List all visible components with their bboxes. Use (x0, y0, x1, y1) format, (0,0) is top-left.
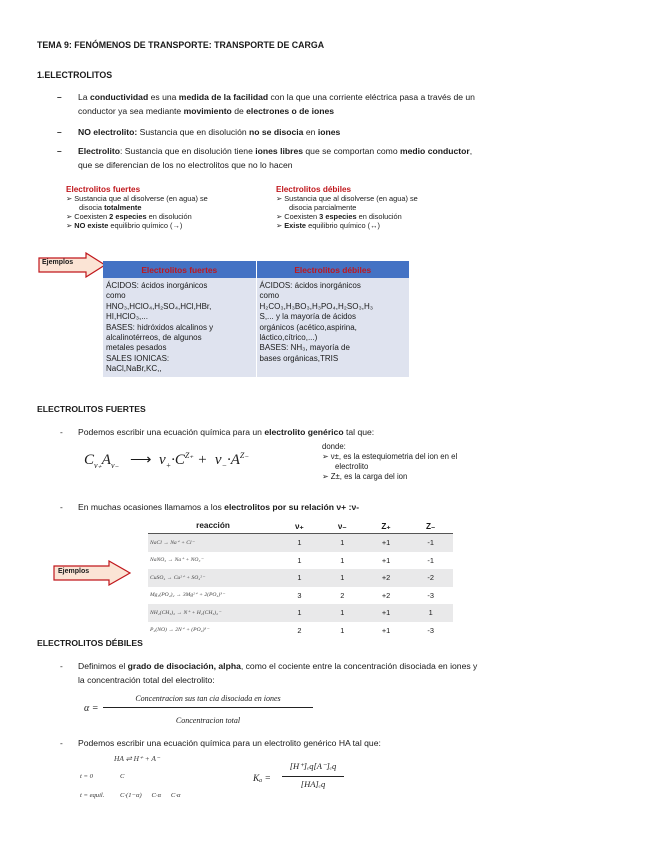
ka-denominator: [HA]ₑq (300, 779, 326, 789)
alpha-denominator: Concentracion total (175, 716, 241, 725)
teq-values: C·(1−α) C·α C·α (120, 792, 181, 799)
donde-notes: donde: ➢ ν±, es la estequiometria del ion en el electrolito ➢ Z±, es la carga del ion (322, 442, 458, 481)
debiles-summary: Electrolitos débiles ➢ Sustancia que al disolverse (en agua) se disocia parcialmente ➢ Coexisten 3 especies en disolución ➢ Existe equilibrio químico (↔) (276, 185, 418, 230)
table-row: CuSO₄ → Cu²⁺ + SO₄²⁻ 1 1 +2 -2 (148, 569, 453, 587)
table-row: P₂(NO) → 2N⁺ + (PO₄)³⁻ 2 1 +1 -3 (150, 625, 434, 635)
fuertes-paragraph-1: Podemos escribir una ecuación química para un electrolito genérico tal que: (78, 427, 375, 437)
nu-minus-header: ν₋ (321, 518, 364, 534)
z-plus-header: Z₊ (364, 518, 409, 534)
t0-label: t = 0 (80, 773, 93, 780)
ejemplos-label: Ejemplos (42, 259, 74, 266)
fuertes-examples-cell: ÁCIDOS: ácidos inorgánicos como HNO₃,HClO₄,H₂SO₄,HCl,HBr, HI,HClO₃,... BASES: hidróxidos alcalinos y alcalinotérreos, de algunos metales pesados SALES IONICAS: NaCl,NaBr,KC,, (103, 278, 256, 377)
debiles-examples-cell: ÁCIDOS: ácidos inorgánicos como H₂CO₃,H₃BO₃,H₃PO₄,H₂SO₃,H₃ S,... y la mayoría de ácidos orgánicos (acético,aspirina, láctico,cítrico,...) BASES: NH₃, mayoría de bases orgánicas,TRIS (256, 278, 409, 377)
examples-table (103, 261, 409, 377)
dash-bullet: – (57, 92, 62, 102)
ka-label: Kₐ = (253, 774, 271, 784)
debiles-paragraph-2: Podemos escribir una ecuación química para un electrolito genérico HA tal que: (78, 738, 381, 748)
col-header-debiles: Electrolitos débiles (256, 261, 409, 278)
ka-fraction-bar (282, 776, 344, 777)
fuertes-paragraph-2: En muchas ocasiones llamamos a los electrolitos por su relación ν+ :ν- (78, 502, 360, 512)
ejemplos-label: Ejemplos (58, 568, 90, 575)
section-heading-debiles: ELECTROLITOS DÉBILES (37, 638, 143, 648)
page-title: TEMA 9: FENÓMENOS DE TRANSPORTE: TRANSPORTE DE CARGA (37, 40, 325, 50)
table-row: NaNO₃ → Na⁺ + NO₃⁻ 1 1 +1 -1 (150, 555, 434, 565)
bullet-electrolito: Electrolito: Sustancia que en disolución tiene iones libres que se comportan como medio conductor, que se diferencian de los no electrolitos que no lo hacen (78, 146, 473, 170)
ka-numerator: [H⁺]ₑq[A⁻]ₑq (289, 761, 337, 771)
dash-bullet: - (60, 661, 63, 671)
dash-bullet: - (60, 502, 63, 512)
section-heading-electrolitos: 1.ELECTROLITOS (37, 70, 113, 80)
bullet-conductividad: La conductividad es una medida de la facilidad con la que una corriente eléctrica pasa a través de un conductor ya sea mediante movimiento de electrones o de iones (78, 92, 475, 116)
table-row: Mg₃(PO₄)₂ → 3Mg²⁺ + 2(PO₄)³⁻ 3 2 +2 -3 (150, 590, 434, 600)
section-heading-fuertes: ELECTROLITOS FUERTES (37, 404, 146, 414)
fuertes-summary: Electrolitos fuertes ➢ Sustancia que al disolverse (en agua) se disocia totalmente ➢ Coexisten 2 especies en disolución ➢ NO existe equilibrio químico (→) (66, 185, 208, 230)
alpha-numerator: Concentracion sus tan cia disociada en iones (135, 694, 281, 703)
reactions-table (148, 518, 453, 639)
teq-label: t = equil. (80, 792, 105, 799)
dash-bullet: – (57, 146, 62, 156)
generic-equation: $C_{\nu_+}A_{\nu_-}$ ⟶ $\nu_+\cdot C^{Z_+} + \nu_-\cdot A^{Z_-}$ (84, 451, 249, 470)
table-row: NaCl → Na⁺ + Cl⁻ 1 1 +1 -1 (148, 534, 453, 552)
bullet-no-electrolito: NO electrolito: Sustancia que en disolución no se disocia en iones (78, 127, 341, 137)
nu-plus-header: ν₊ (278, 518, 321, 534)
col-header-fuertes: Electrolitos fuertes (103, 261, 256, 278)
table-row: NH₄(CH₃)₂ → N⁺ + H₂(CH₃)₂⁻ 1 1 +1 1 (148, 604, 453, 622)
dash-bullet: – (57, 127, 62, 137)
t0-value: C (120, 773, 125, 780)
dash-bullet: - (60, 738, 63, 748)
alpha-symbol: α = (84, 703, 99, 714)
debiles-paragraph-1: Definimos el grado de disociación, alpha, como el cociente entre la concentración disociada en iones y la concentración total del electrolito: (78, 661, 478, 685)
dash-bullet: - (60, 427, 63, 437)
z-minus-header: Z₋ (408, 518, 453, 534)
reaction-header: reacción (148, 518, 278, 534)
ha-equation: HA ⇌ H⁺ + A⁻ (114, 754, 160, 763)
fraction-bar (103, 707, 313, 708)
